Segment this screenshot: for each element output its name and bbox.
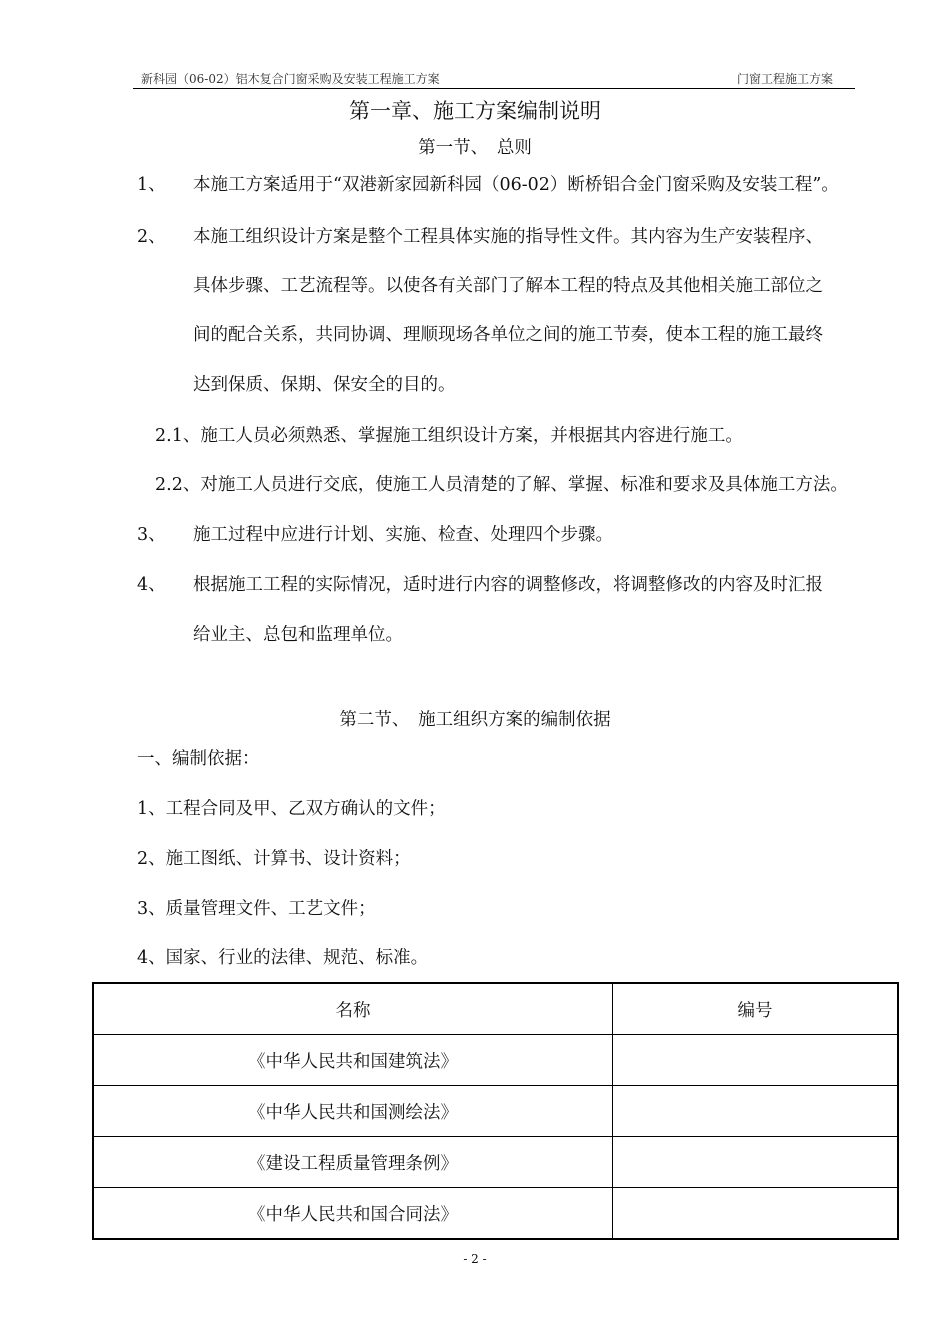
table-row [93, 1035, 898, 1086]
basis-item-2: 2、施工图纸、计算书、设计资料； [137, 849, 411, 869]
basis-heading: 一、编制依据： [137, 749, 260, 769]
item-3-number: 3、 [137, 525, 166, 545]
item-2-line-4: 达到保质、保期、保安全的目的。 [193, 375, 456, 395]
subitem-2-1: 2.1、施工人员必须熟悉、掌握施工组织设计方案，并根据其内容进行施工。 [155, 426, 743, 446]
item-1-number: 1、 [137, 175, 166, 195]
item-4-line-1: 根据施工工程的实际情况，适时进行内容的调整修改，将调整修改的内容及时汇报 [193, 575, 823, 595]
header-document-title: 新科园（06-02）铝木复合门窗采购及安装工程施工方案 [141, 72, 440, 86]
subitem-2-2: 2.2、对施工人员进行交底，使施工人员清楚的了解、掌握、标准和要求及具体施工方法。 [155, 475, 848, 495]
item-3-line-1: 施工过程中应进行计划、实施、检查、处理四个步骤。 [193, 525, 613, 545]
basis-item-3: 3、质量管理文件、工艺文件； [137, 899, 376, 919]
table-row [93, 1188, 898, 1240]
page-header [133, 72, 855, 89]
section1-title: 第一节、 总则 [418, 138, 532, 158]
table-header-name: 名称 [93, 983, 613, 1035]
basis-item-4: 4、国家、行业的法律、规范、标准。 [137, 948, 429, 968]
table-cell-number [613, 1086, 899, 1137]
table-row [93, 1137, 898, 1188]
table-cell-name: 《中华人民共和国建筑法》 [93, 1035, 613, 1086]
item-4-line-2: 给业主、总包和监理单位。 [193, 625, 403, 645]
table-cell-name: 《中华人民共和国测绘法》 [93, 1086, 613, 1137]
table-cell-name: 《建设工程质量管理条例》 [93, 1137, 613, 1188]
table-cell-name: 《中华人民共和国合同法》 [93, 1188, 613, 1240]
item-2-line-1: 本施工组织设计方案是整个工程具体实施的指导性文件。其内容为生产安装程序、 [193, 227, 823, 247]
table-header-row [93, 983, 898, 1035]
section2-title: 第二节、 施工组织方案的编制依据 [339, 710, 611, 730]
item-2-number: 2、 [137, 227, 166, 247]
header-section-title: 门窗工程施工方案 [736, 72, 833, 86]
item-2-line-2: 具体步骤、工艺流程等。以使各有关部门了解本工程的特点及其他相关施工部位之 [193, 276, 823, 296]
regulations-table [92, 982, 899, 1240]
item-1-line-1: 本施工方案适用于“双港新家园新科园（06-02）断桥铝合金门窗采购及安装工程”。 [193, 175, 839, 195]
table-cell-number [613, 1188, 899, 1240]
table-cell-number [613, 1137, 899, 1188]
table-header-number: 编号 [613, 983, 899, 1035]
basis-item-1: 1、工程合同及甲、乙双方确认的文件； [137, 799, 446, 819]
item-2-line-3: 间的配合关系，共同协调、理顺现场各单位之间的施工节奏，使本工程的施工最终 [193, 325, 823, 345]
table-row [93, 1086, 898, 1137]
chapter-title: 第一章、施工方案编制说明 [349, 99, 601, 123]
item-4-number: 4、 [137, 575, 166, 595]
table-cell-number [613, 1035, 899, 1086]
page-number: - 2 - [463, 1252, 487, 1266]
